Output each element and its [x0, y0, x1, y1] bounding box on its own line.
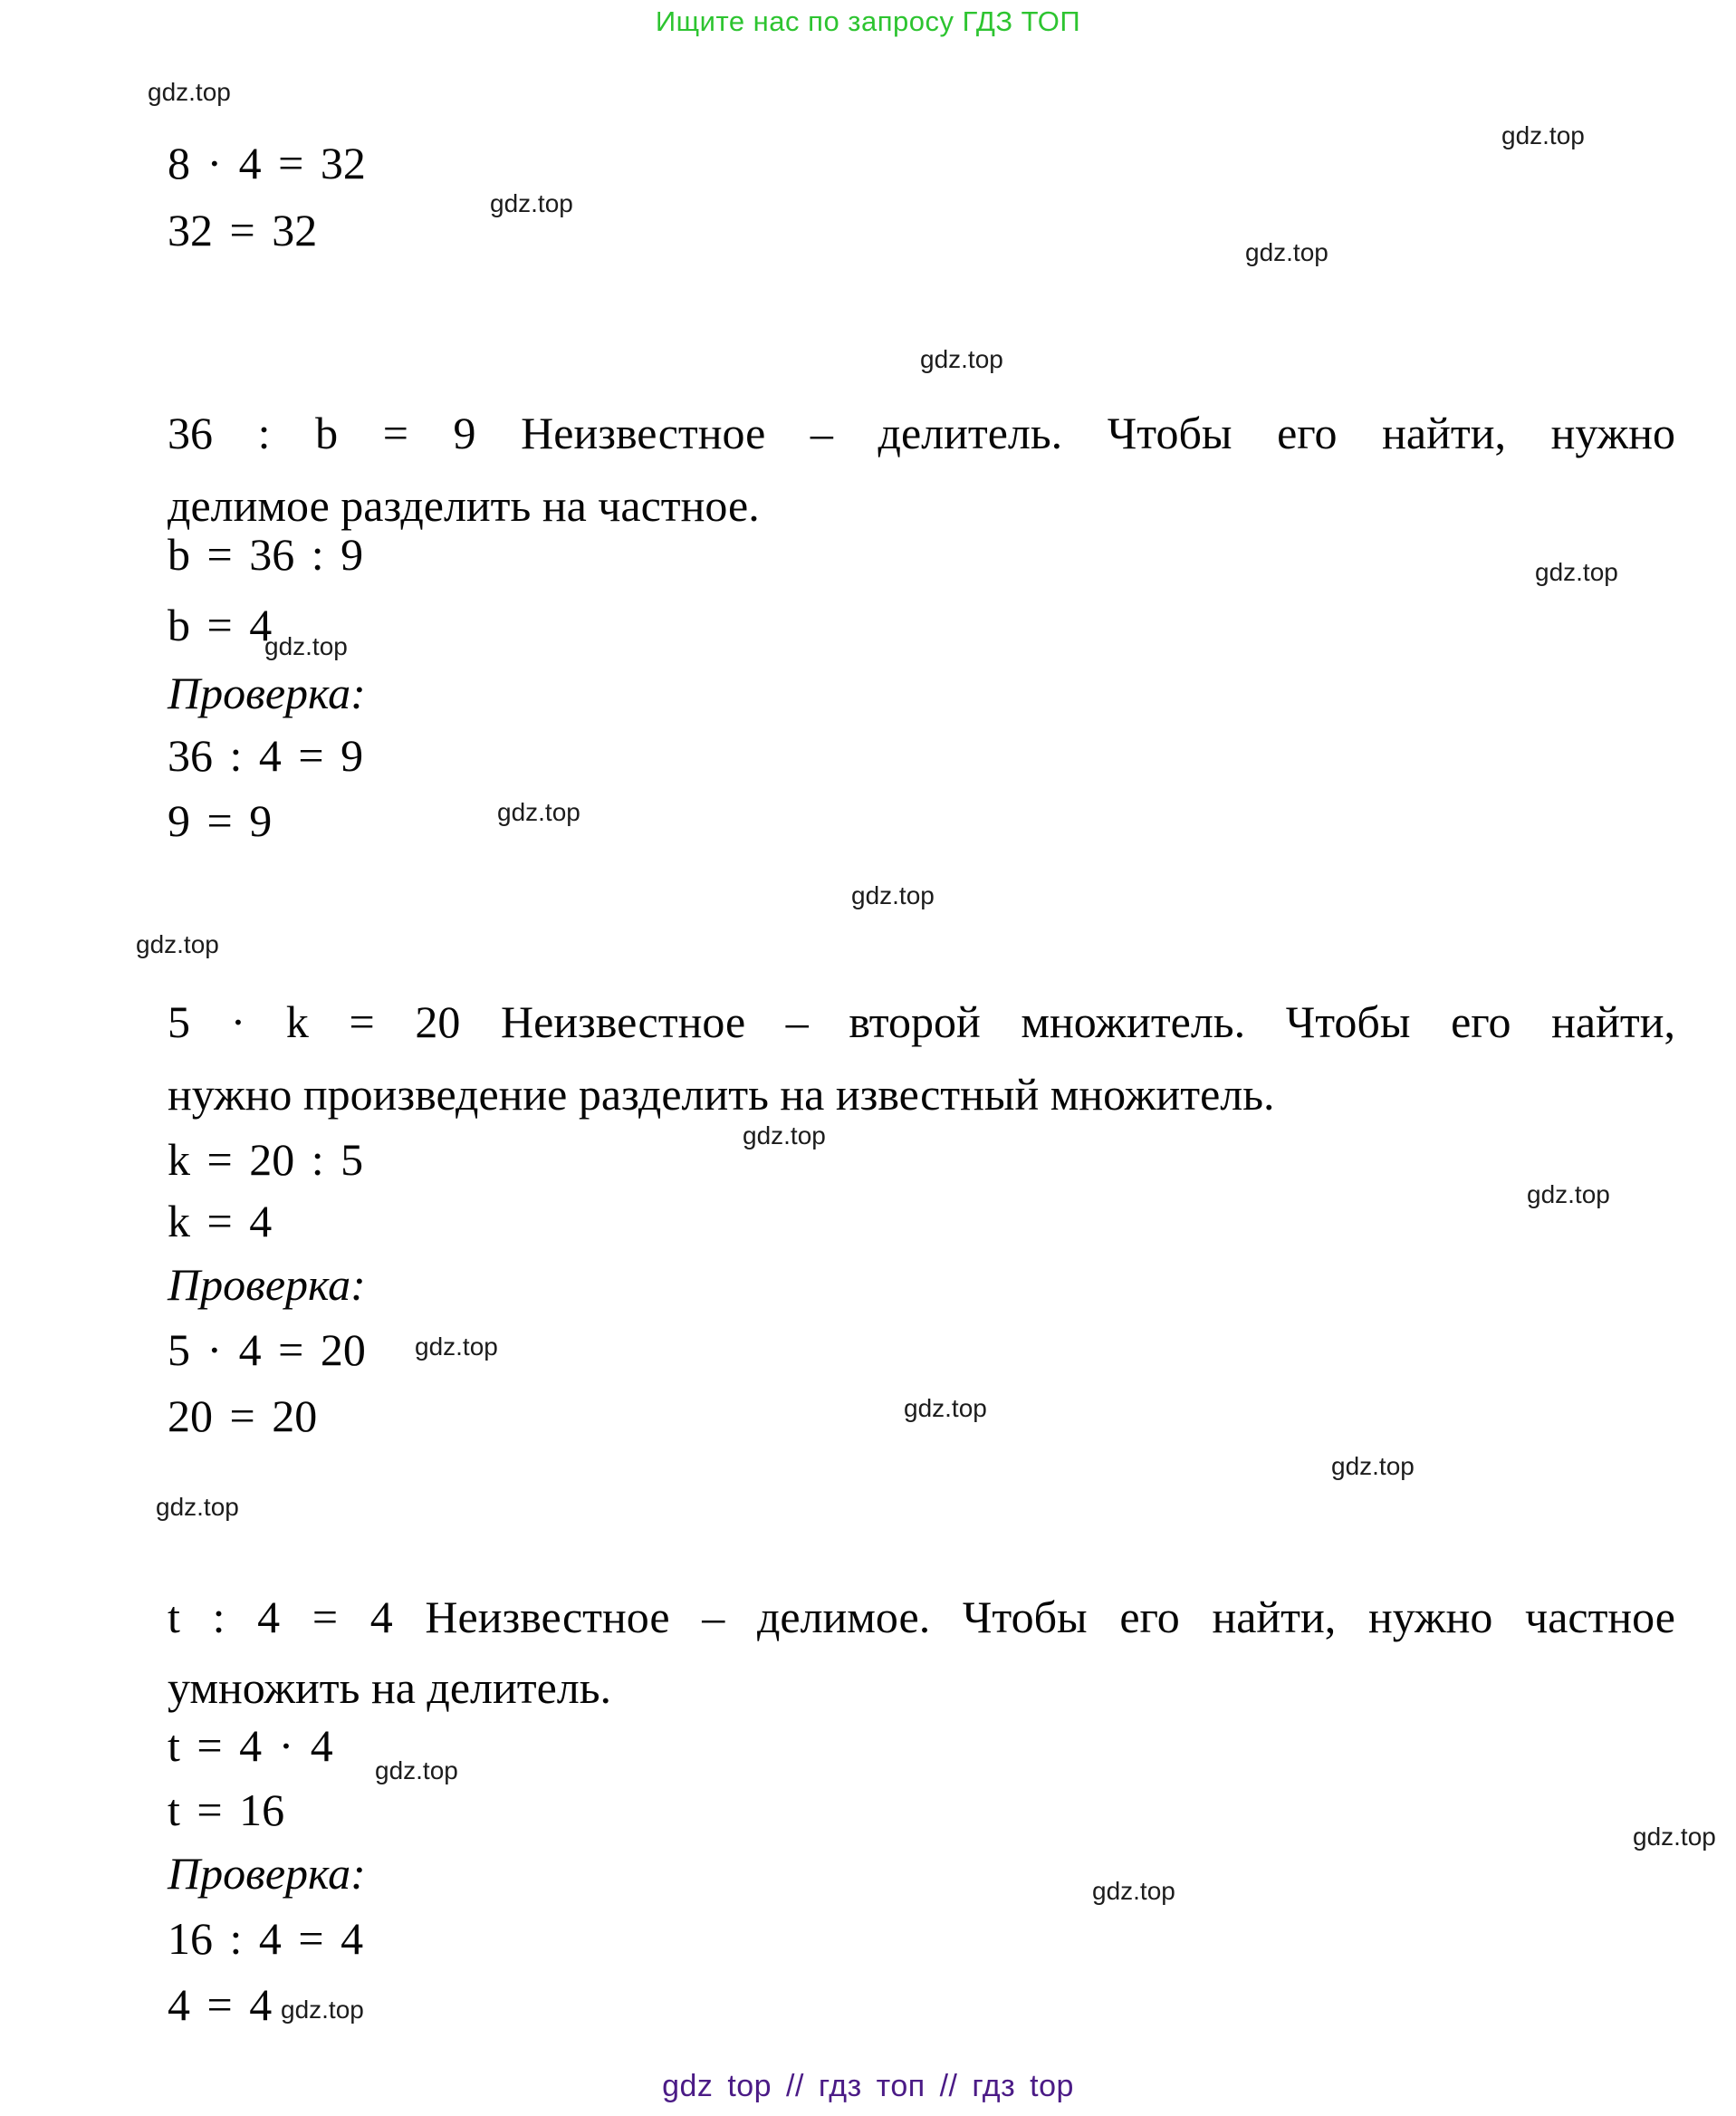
equation: t = 4 · 4 [168, 1720, 333, 1771]
equation: k = 20 : 5 [168, 1134, 364, 1185]
promo-header: Ищите нас по запросу ГДЗ ТОП [655, 5, 1081, 37]
explanation: делимое разделить на частное. [168, 480, 760, 531]
equation: 8 · 4 = 32 [168, 138, 366, 188]
equation: 5 · 4 = 20 [168, 1324, 366, 1375]
watermark-gdz-top: gdz.top [497, 798, 580, 826]
equation: 20 = 20 [168, 1390, 318, 1441]
equation: b = 36 : 9 [168, 529, 364, 580]
watermark-gdz-top: gdz.top [1092, 1877, 1175, 1905]
equation: 36 : 4 = 9 [168, 730, 364, 781]
explanation: 5 · k = 20 Неизвестное – второй множитель. Чтобы его найти, [168, 996, 1675, 1047]
equation: 9 = 9 [168, 795, 273, 846]
watermark-gdz-top: gdz.top [375, 1756, 458, 1784]
explanation: 36 : b = 9 Неизвестное – делитель. Чтобы его найти, нужно [168, 408, 1675, 458]
watermark-gdz-top: gdz.top [415, 1332, 498, 1361]
watermark-gdz-top: gdz.top [1535, 558, 1618, 586]
watermark-gdz-top: gdz.top [1245, 238, 1328, 266]
watermark-gdz-top: gdz.top [136, 930, 219, 958]
watermark-gdz-top: gdz.top [1331, 1452, 1415, 1480]
watermark-gdz-top: gdz.top [1633, 1823, 1716, 1851]
equation: 4 = 4 [168, 1979, 273, 2030]
equation: b = 4 [168, 600, 273, 650]
watermark-gdz-top: gdz.top [1501, 121, 1585, 149]
watermark-gdz-top: gdz.top [281, 1996, 364, 2024]
watermark-gdz-top: gdz.top [264, 632, 348, 660]
check-label: Проверка: [168, 1259, 366, 1310]
watermark-gdz-top: gdz.top [156, 1493, 239, 1521]
watermark-gdz-top: gdz.top [490, 189, 573, 217]
watermark-gdz-top: gdz.top [904, 1394, 987, 1422]
explanation: нужно произведение разделить на известный множитель. [168, 1069, 1275, 1120]
equation: t = 16 [168, 1784, 285, 1835]
watermark-gdz-top: gdz.top [148, 78, 231, 106]
explanation: t : 4 = 4 Неизвестное – делимое. Чтобы его найти, нужно частное [168, 1592, 1675, 1642]
watermark-gdz-top: gdz.top [743, 1121, 826, 1149]
equation: 16 : 4 = 4 [168, 1913, 364, 1964]
equation: 32 = 32 [168, 205, 318, 255]
watermark-gdz-top: gdz.top [851, 881, 935, 909]
footer-keywords: gdz top // гдз топ // гдз top [662, 2069, 1074, 2103]
check-label: Проверка: [168, 668, 366, 718]
watermark-gdz-top: gdz.top [1527, 1180, 1610, 1208]
equation: k = 4 [168, 1196, 273, 1246]
watermark-gdz-top: gdz.top [920, 345, 1003, 373]
check-label: Проверка: [168, 1848, 366, 1899]
explanation: умножить на делитель. [168, 1662, 612, 1713]
